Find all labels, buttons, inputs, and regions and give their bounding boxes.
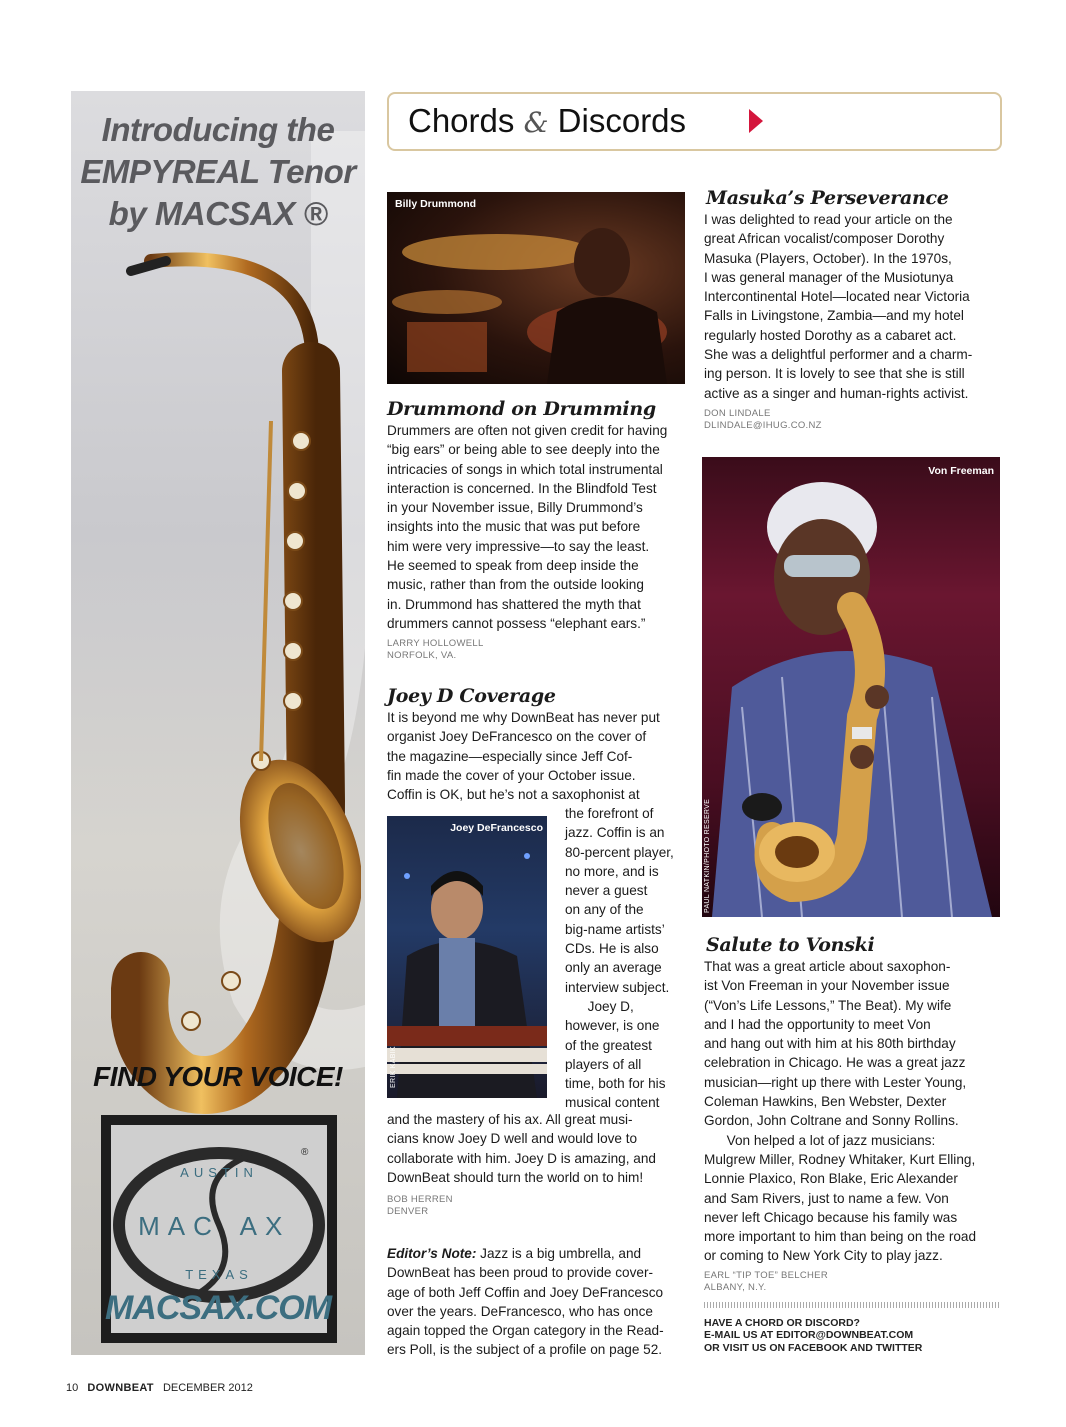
text-line: Gordon, John Coltrane and Sonny Rollins. [704,1113,959,1129]
body-joey-top [387,708,687,804]
text-line: more important to him than being on the road [704,1229,977,1245]
editors-note [387,1244,687,1360]
text-line: and Sam Rivers, just to name a few. Von [704,1190,949,1206]
text-line: That was a great article about saxophon- [704,959,951,974]
text-line: time, both for his [565,1076,666,1092]
body-joey-wrap [565,804,690,1113]
signature-name: BOB HERREN [387,1194,453,1205]
text-line: never left Chicago because his family was [704,1209,958,1225]
ad-headline-1: Introducing the [101,111,335,148]
text-line: players of all [565,1056,642,1072]
text-line: the forefront of [565,806,654,821]
body-masuka [704,210,1004,403]
signature-masuka [704,408,822,432]
text-line: him were very impressive—to say the least. [387,538,650,554]
text-line: and hang out with him at his 80th birthday [704,1036,956,1052]
text-line: I was delighted to read your article on the [704,212,953,227]
text-line: interaction is concerned. In the Blindfold Test [387,480,657,496]
signature-name: LARRY HOLLOWELL [387,638,484,649]
heading-drummond: Drummond on Drumming [387,398,656,420]
text-line: collaborate with him. Joey D is amazing, and [387,1150,656,1166]
signature-place: ALBANY, N.Y. [704,1282,767,1293]
heading-joey: Joey D Coverage [387,685,556,707]
joey-defrancesco-photo [387,816,547,1098]
text-line: Drummers are often not given credit for having [387,423,668,438]
title-discords: Discords [557,102,687,139]
text-line: again topped the Organ category in the Read- [387,1323,664,1339]
logo-registered: ® [301,1147,309,1158]
contact-email: E-MAIL US AT EDITOR@DOWNBEAT.COM [704,1329,914,1342]
text-line: Falls in Livingstone, Zambia—and my hotel [704,308,964,324]
billy-drummond-image [387,192,685,384]
text-line: ers Poll, is the subject of a profile on page 52. [387,1342,663,1358]
body-drummond [387,421,687,633]
ad-tagline: FIND YOUR VOICE! [93,1061,343,1092]
text-line: and I had the opportunity to meet Von [704,1016,931,1032]
text-line: on any of the [565,902,644,918]
text-line: Jazz is a big umbrella, and [476,1246,642,1261]
editors-note-label: Editor’s Note: [387,1246,477,1261]
text-line: Von helped a lot of jazz musicians: [704,1132,936,1148]
text-line: insights into the music that was put before [387,519,641,535]
photo-caption: Von Freeman [928,465,994,477]
text-line: never a guest [565,883,648,899]
text-line: or coming to New York City to play jazz. [704,1248,943,1264]
text-line: no more, and is [565,863,659,879]
text-line: DownBeat should turn the world on to him! [387,1169,644,1185]
text-line: fin made the cover of your October issue. [387,767,636,783]
heading-vonski: Salute to Vonski [706,934,875,956]
joey-defrancesco-image [387,816,547,1098]
text-line: musical content [565,1095,660,1111]
section-title [408,102,686,140]
text-line: active as a singer and human-rights activist. [704,385,969,401]
logo-ax: AX [239,1211,291,1241]
title-ampersand: & [523,106,549,139]
text-line: music, rather than from the outside looking [387,577,644,593]
billy-drummond-photo [387,192,685,384]
text-line: great African vocalist/composer Dorothy [704,231,945,247]
contact-box [704,1317,922,1354]
text-line: DownBeat has been proud to provide cover- [387,1265,653,1281]
dotted-divider [704,1302,1000,1308]
text-line: Lonnie Plaxico, Ron Blake, Eric Alexander [704,1171,958,1187]
text-line: and the mastery of his ax. All great musi- [387,1112,633,1127]
text-line: musician—right up there with Lester Young, [704,1074,967,1090]
text-line: celebration in Chicago. He was a great jazz [704,1055,966,1071]
text-line: She was a delightful performer and a charm- [704,347,973,363]
text-line: Coleman Hawkins, Ben Webster, Dexter [704,1094,947,1110]
text-line: 80-percent player, [565,844,674,860]
text-line: CDs. He is also [565,941,659,957]
photo-caption: Billy Drummond [395,198,477,210]
photo-caption: Joey DeFrancesco [450,822,543,834]
ad-headline-3: by MACSAX ® [108,195,328,232]
text-line: cians know Joey D well and would love to [387,1131,638,1147]
text-line: organist Joey DeFrancesco on the cover of [387,729,647,745]
text-line: interview subject. [565,979,670,995]
text-line: ist Von Freeman in your November issue [704,978,950,994]
text-line: regularly hosted Dorothy as a cabaret act. [704,327,957,343]
signature-joey [387,1194,453,1218]
ad-headline-2: EMPYREAL Tenor [80,153,356,190]
von-freeman-image [702,457,1000,917]
text-line: over the years. DeFrancesco, who has once [387,1303,653,1319]
photo-credit: PAUL NATKIN/PHOTO RESERVE [704,798,711,913]
issue-date: DECEMBER 2012 [162,1382,253,1394]
text-line: (“Von’s Life Lessons,” The Beat). My wife [704,997,952,1013]
page-footer [66,1382,253,1394]
text-line: drummers cannot possess “elephant ears.” [387,615,646,631]
signature-name: EARL “TIP TOE” BELCHER [704,1270,828,1281]
text-line: I was general manager of the Musiotunya [704,269,954,285]
text-line: intricacies of songs in which total instrumental [387,461,663,477]
text-line: “big ears” or being able to see deeply into the [387,442,660,458]
text-line: however, is one [565,1018,660,1034]
contact-social: OR VISIT US ON FACEBOOK AND TWITTER [704,1341,923,1354]
arrow-right-icon [749,109,763,133]
text-line: Coffin is OK, but he’s not a saxophonist at [387,787,640,803]
text-line: ing person. It is lovely to see that she is still [704,366,965,382]
signature-name: DON LINDALE [704,408,771,419]
logo-mac: MAC [138,1211,220,1241]
heading-masuka: Masuka’s Perseverance [706,187,949,209]
text-line: only an average [565,960,662,976]
text-line: Mulgrew Miller, Rodney Whitaker, Kurt Elling, [704,1151,976,1167]
title-chords: Chords [408,102,515,139]
text-line: the magazine—especially since Jeff Cof- [387,748,633,764]
section-header [387,92,1002,151]
body-joey-bottom [387,1110,687,1187]
text-line: in your November issue, Billy Drummond’s [387,500,643,516]
von-freeman-photo [702,457,1000,917]
text-line: age of both Jeff Coffin and Joey DeFrancesco [387,1284,664,1300]
magazine-name: DOWNBEAT [87,1382,154,1394]
text-line: of the greatest [565,1037,652,1053]
text-line: Intercontinental Hotel—located near Victoria [704,289,970,305]
logo-texas: TEXAS [185,1267,253,1282]
signature-place: DENVER [387,1206,429,1217]
signature-vonski [704,1270,828,1294]
photo-credit: ERIK KABIK [390,1046,397,1088]
ad-url: MACSAX.COM [104,1289,332,1327]
page-number: 10 [66,1382,79,1394]
macsax-advertisement [71,91,365,1355]
tenor-saxophone-image [111,241,361,1151]
signature-drummond [387,638,484,662]
logo-austin: AUSTIN [180,1165,258,1180]
text-line: Masuka (Players, October). In the 1970s, [704,250,952,266]
text-line: It is beyond me why DownBeat has never put [387,710,660,725]
text-line: big-name artists’ [565,921,665,937]
text-line: He seemed to speak from deep inside the [387,558,639,574]
text-line: in. Drummond has shattered the myth that [387,596,641,612]
signature-place: NORFOLK, VA. [387,650,457,661]
body-vonski [704,957,1004,1266]
text-line: jazz. Coffin is an [565,825,665,841]
text-line: Joey D, [565,998,634,1014]
contact-line: HAVE A CHORD OR DISCORD? [704,1317,860,1329]
signature-place: DLINDALE@IHUG.CO.NZ [704,420,822,431]
